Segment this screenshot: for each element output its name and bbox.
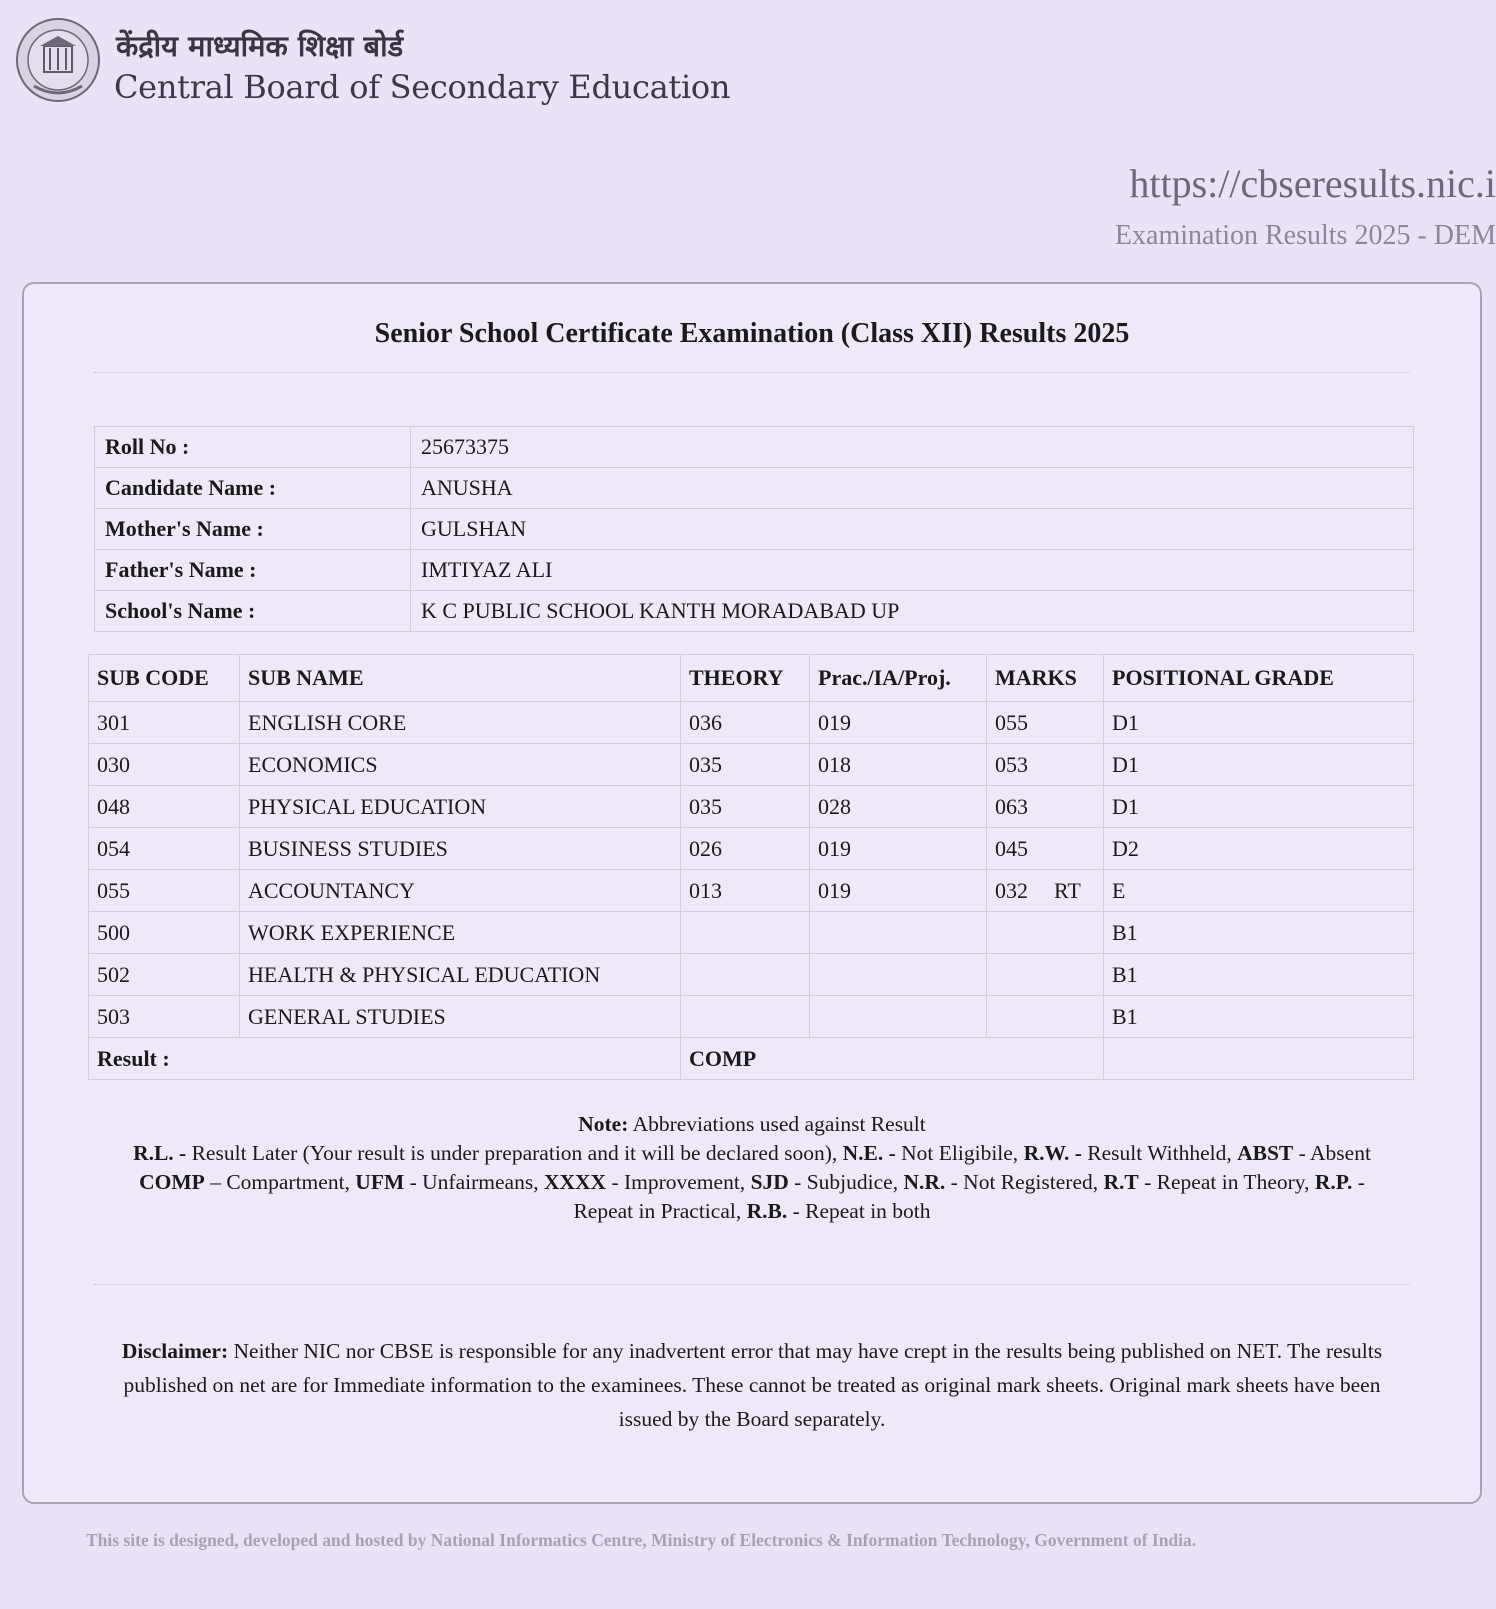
positional-grade: E: [1104, 870, 1414, 912]
col-header-grade: POSITIONAL GRADE: [1104, 655, 1414, 702]
result-value: COMP: [681, 1038, 1104, 1080]
disclaimer-label: Disclaimer:: [121, 1339, 229, 1363]
total-marks-cell: [987, 996, 1104, 1038]
theory-marks: 026: [681, 828, 810, 870]
subject-row: [89, 954, 1414, 996]
repeat-flag: RT: [1054, 877, 1081, 903]
sub-code: 502: [89, 954, 240, 996]
sub-name: HEALTH & PHYSICAL EDUCATION: [240, 954, 681, 996]
abbreviation-meaning: - Absent: [1293, 1141, 1371, 1165]
sub-code: 048: [89, 786, 240, 828]
total-marks-cell: [987, 828, 1104, 870]
site-url: https://cbseresults.nic.i: [1129, 161, 1496, 206]
theory-marks: [681, 996, 810, 1038]
prac-marks: 019: [810, 870, 987, 912]
total-marks-cell: [987, 912, 1104, 954]
result-empty-cell: [1104, 1038, 1414, 1080]
info-value: IMTIYAZ ALI: [411, 550, 1414, 591]
positional-grade: B1: [1104, 912, 1414, 954]
total-marks: 032: [995, 877, 1028, 903]
prac-marks: [810, 954, 987, 996]
subject-row: [89, 870, 1414, 912]
marks-header-row: [89, 655, 1414, 702]
positional-grade: D1: [1104, 744, 1414, 786]
exam-results-label: Examination Results 2025 - DEM: [1114, 220, 1496, 251]
sub-name: WORK EXPERIENCE: [240, 912, 681, 954]
abbreviation-meaning: Not Eligibile,: [895, 1141, 1024, 1165]
col-header-theory: THEORY: [681, 655, 810, 702]
sub-name: ENGLISH CORE: [240, 702, 681, 744]
abbreviations-note: [114, 1110, 1390, 1226]
cbse-emblem-logo: [14, 16, 102, 104]
abbreviation-meaning: - Improvement,: [606, 1170, 751, 1194]
total-marks: 063: [995, 793, 1028, 819]
abbreviation-code: R.B.: [746, 1199, 788, 1223]
result-card: [22, 282, 1482, 1504]
subject-row: [89, 828, 1414, 870]
disclaimer-text: Neither NIC nor CBSE is responsible for any inadvertent error that may have crept in the results being published on NET. The results published on net are for Immediate information to the examinees. These cannot be treated as original mark sheets. Original mark sheets have been issued by the Board separately.: [123, 1339, 1383, 1431]
sub-name: PHYSICAL EDUCATION: [240, 786, 681, 828]
site-footer: This site is designed, developed and hosted by National Informatics Centre, Ministry of Electronics & Information Technology, Government of India.: [86, 1530, 1197, 1550]
col-header-prac: Prac./IA/Proj.: [810, 655, 987, 702]
abbreviation-meaning: - Repeat in Practical,: [573, 1170, 1365, 1223]
note-line-2: [114, 1168, 1390, 1226]
abbreviation-meaning: – Compartment,: [204, 1170, 356, 1194]
sub-name: GENERAL STUDIES: [240, 996, 681, 1038]
note-heading-text: Abbreviations used against Result: [628, 1112, 926, 1136]
candidate-info-table: [94, 426, 1414, 632]
prac-marks: 028: [810, 786, 987, 828]
abbreviation-code: COMP: [139, 1170, 205, 1194]
positional-grade: B1: [1104, 996, 1414, 1038]
result-label: Result :: [89, 1038, 681, 1080]
note-heading: Note:: [578, 1112, 629, 1136]
info-value: 25673375: [411, 427, 1414, 468]
positional-grade: D1: [1104, 702, 1414, 744]
theory-marks: [681, 954, 810, 996]
abbreviation-meaning: - Not Registered,: [945, 1170, 1104, 1194]
abbreviation-code: R.W. -: [1023, 1141, 1082, 1165]
positional-grade: D2: [1104, 828, 1414, 870]
board-name-hindi: केंद्रीय माध्यमिक शिक्षा बोर्ड: [116, 29, 404, 63]
abbreviation-code: R.L. -: [133, 1141, 187, 1165]
abbreviation-code: XXXX: [543, 1170, 607, 1194]
abbreviation-code: ABST: [1237, 1141, 1294, 1165]
abbreviation-meaning: Result Withheld,: [1081, 1141, 1238, 1165]
info-label: Father's Name :: [95, 550, 411, 591]
total-marks-cell: [987, 702, 1104, 744]
subject-row: [89, 912, 1414, 954]
sub-code: 054: [89, 828, 240, 870]
subject-row: [89, 996, 1414, 1038]
total-marks: 055: [995, 709, 1028, 735]
theory-marks: 013: [681, 870, 810, 912]
prac-marks: 019: [810, 702, 987, 744]
theory-marks: 035: [681, 786, 810, 828]
abbreviation-meaning: - Repeat in Theory,: [1138, 1170, 1315, 1194]
abbreviation-code: UFM: [355, 1170, 405, 1194]
info-label: School's Name :: [95, 591, 411, 632]
info-value: ANUSHA: [411, 468, 1414, 509]
candidate-info-row: [95, 509, 1414, 550]
prac-marks: [810, 996, 987, 1038]
theory-marks: 035: [681, 744, 810, 786]
abbreviation-meaning: - Repeat in both: [787, 1199, 931, 1223]
positional-grade: D1: [1104, 786, 1414, 828]
sub-name: ECONOMICS: [240, 744, 681, 786]
total-marks: 045: [995, 835, 1028, 861]
subject-row: [89, 744, 1414, 786]
sub-code: 030: [89, 744, 240, 786]
theory-marks: 036: [681, 702, 810, 744]
abbreviation-code: R.T: [1103, 1170, 1139, 1194]
info-value: GULSHAN: [411, 509, 1414, 550]
col-header-marks: MARKS: [987, 655, 1104, 702]
note-heading-line: [114, 1110, 1390, 1139]
total-marks-cell: [987, 786, 1104, 828]
sub-code: 500: [89, 912, 240, 954]
sub-name: BUSINESS STUDIES: [240, 828, 681, 870]
theory-marks: [681, 912, 810, 954]
sub-code: 503: [89, 996, 240, 1038]
info-label: Mother's Name :: [95, 509, 411, 550]
total-marks-cell: [987, 744, 1104, 786]
board-name-english: Central Board of Secondary Education: [114, 68, 731, 106]
col-header-sub-code: SUB CODE: [89, 655, 240, 702]
candidate-info-row: [95, 468, 1414, 509]
prac-marks: 019: [810, 828, 987, 870]
candidate-info-row: [95, 591, 1414, 632]
sub-name: ACCOUNTANCY: [240, 870, 681, 912]
total-marks-cell: [987, 870, 1104, 912]
marks-table: [88, 654, 1414, 1080]
info-value: K C PUBLIC SCHOOL KANTH MORADABAD UP: [411, 591, 1414, 632]
note-line-1: [114, 1139, 1390, 1168]
abbreviation-meaning: - Subjudice,: [788, 1170, 904, 1194]
subject-row: [89, 702, 1414, 744]
abbreviation-meaning: - Unfairmeans,: [404, 1170, 544, 1194]
info-label: Candidate Name :: [95, 468, 411, 509]
disclaimer: [104, 1334, 1400, 1436]
divider: [94, 372, 1410, 373]
prac-marks: 018: [810, 744, 987, 786]
positional-grade: B1: [1104, 954, 1414, 996]
sub-code: 055: [89, 870, 240, 912]
abbreviation-code: R.P.: [1314, 1170, 1353, 1194]
col-header-sub-name: SUB NAME: [240, 655, 681, 702]
total-marks-cell: [987, 954, 1104, 996]
prac-marks: [810, 912, 987, 954]
abbreviation-meaning: Result Later (Your result is under preparation and it will be declared soon),: [186, 1141, 843, 1165]
abbreviation-code: SJD: [750, 1170, 789, 1194]
candidate-info-row: [95, 427, 1414, 468]
abbreviation-code: N.E. -: [842, 1141, 896, 1165]
result-row: [89, 1038, 1414, 1080]
subject-row: [89, 786, 1414, 828]
candidate-info-row: [95, 550, 1414, 591]
sub-code: 301: [89, 702, 240, 744]
result-title: Senior School Certificate Examination (Class XII) Results 2025: [374, 318, 1130, 349]
abbreviation-code: N.R.: [903, 1170, 946, 1194]
total-marks: 053: [995, 751, 1028, 777]
divider: [94, 1284, 1410, 1285]
info-label: Roll No :: [95, 427, 411, 468]
